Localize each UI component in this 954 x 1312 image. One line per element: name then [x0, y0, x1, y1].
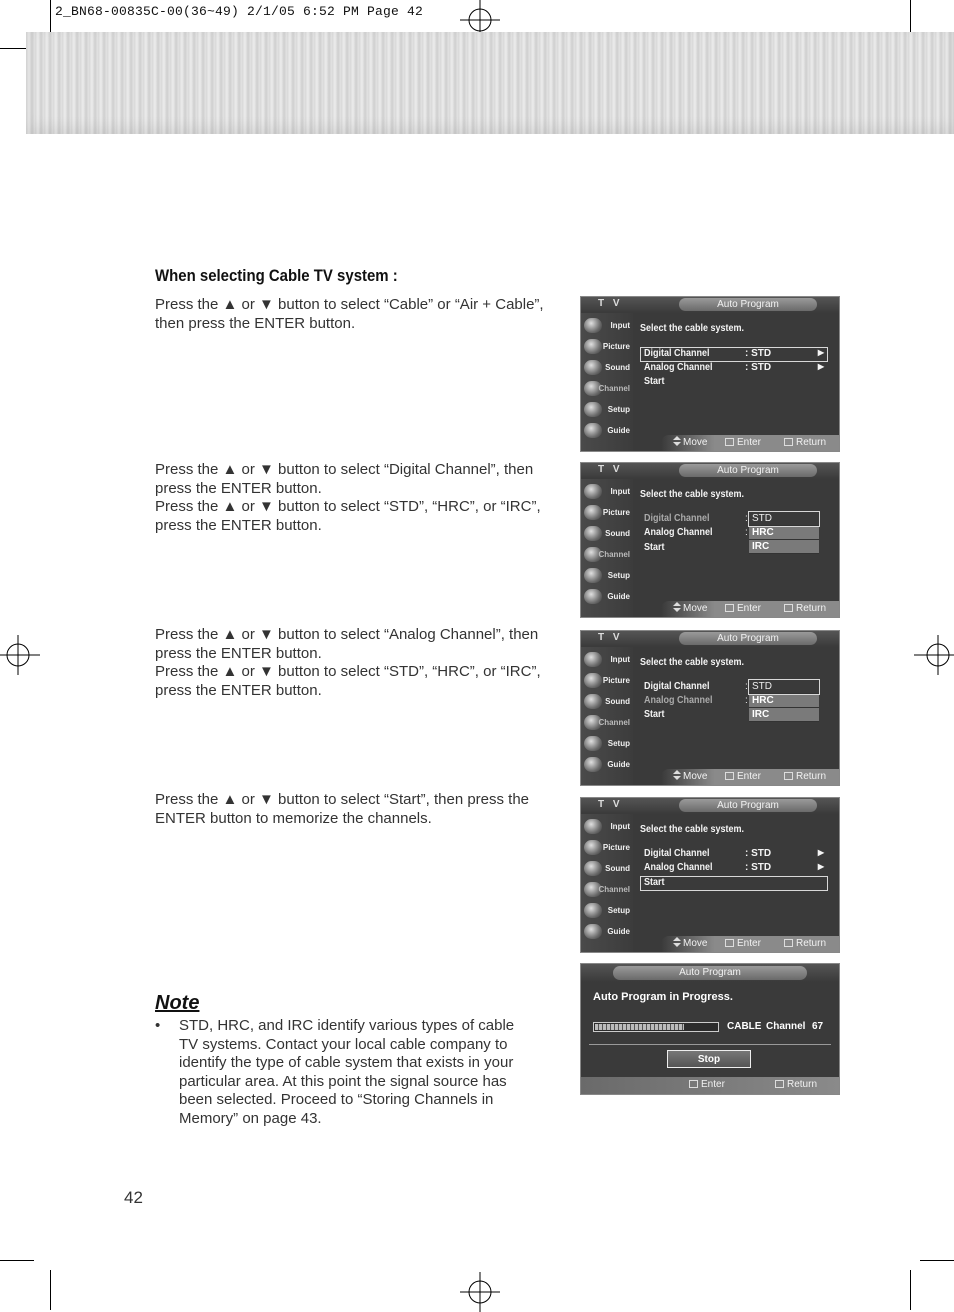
row-label: Digital Channel	[644, 513, 710, 524]
sidebar-item-input[interactable]	[583, 651, 631, 670]
row-label: Start	[644, 709, 665, 720]
setup-icon	[584, 736, 602, 751]
arrow-right-icon: ▶	[817, 848, 824, 857]
enter-icon	[725, 939, 734, 947]
crop-mark	[50, 1270, 51, 1310]
osd-footer	[661, 435, 839, 451]
sidebar-label: Channel	[598, 718, 630, 727]
text-line: press the ENTER button.	[155, 644, 322, 662]
sidebar-item-setup[interactable]	[583, 567, 631, 586]
input-icon	[584, 484, 602, 499]
return-icon	[784, 772, 793, 780]
footer-label: Enter	[701, 1079, 725, 1090]
footer-label: Move	[683, 938, 708, 949]
option-irc[interactable]: IRC	[749, 708, 819, 722]
option-std[interactable]: STD	[749, 680, 819, 694]
step-3-text	[155, 626, 555, 700]
text-line: Press the ▲ or ▼ button to select “Digital Channel”, then	[155, 461, 534, 478]
row-label: Start	[644, 877, 665, 888]
footer-return	[784, 603, 826, 614]
setup-icon	[584, 402, 602, 417]
text-line: identify the type of cable system that exists in your	[179, 1054, 514, 1071]
sound-icon	[584, 526, 602, 541]
sidebar-label: Setup	[607, 405, 630, 414]
arrow-right-icon: ▶	[817, 362, 824, 371]
text-line: press the ENTER button.	[155, 681, 322, 699]
sidebar-item-channel[interactable]	[583, 881, 631, 900]
sidebar-item-input[interactable]	[583, 818, 631, 837]
bullet: •	[155, 1017, 161, 1034]
footer-label: Return	[796, 437, 827, 448]
header-band	[26, 32, 954, 134]
sidebar-label: Guide	[607, 592, 630, 601]
osd-title: Auto Program	[679, 799, 817, 812]
osd-sidebar	[581, 647, 633, 785]
footer-label: Return	[787, 1079, 818, 1090]
footer-move	[673, 603, 707, 614]
value-colon: :	[745, 681, 748, 692]
menu-row-start[interactable]	[641, 376, 827, 389]
menu-row-analog-channel[interactable]	[641, 362, 827, 375]
row-label: Analog Channel	[644, 527, 713, 538]
row-value: : STD	[745, 348, 772, 359]
option-dropdown	[749, 512, 819, 554]
sidebar-item-guide[interactable]	[583, 588, 631, 607]
row-label: Digital Channel	[644, 348, 710, 359]
sound-icon	[584, 360, 602, 375]
osd-footer	[661, 936, 839, 952]
osd-instruction: Select the cable system.	[640, 824, 745, 835]
sidebar-item-setup[interactable]	[583, 401, 631, 420]
sound-icon	[584, 861, 602, 876]
picture-icon	[584, 840, 602, 855]
footer-label: Return	[796, 771, 827, 782]
footer-label: Move	[683, 771, 708, 782]
sidebar-label: Setup	[607, 571, 630, 580]
sidebar-item-setup[interactable]	[583, 902, 631, 921]
footer-label: Return	[796, 603, 827, 614]
return-icon	[784, 939, 793, 947]
move-arrows-icon	[673, 438, 680, 446]
sidebar-item-sound[interactable]	[583, 525, 631, 544]
arrow-right-icon: ▶	[817, 348, 824, 357]
crop-mark	[910, 1270, 911, 1310]
print-slug: 2_BN68-00835C-00(36~49) 2/1/05 6:52 PM Page 42	[55, 4, 424, 19]
sidebar-label: Sound	[605, 363, 630, 372]
return-icon	[784, 438, 793, 446]
sidebar-item-sound[interactable]	[583, 860, 631, 879]
menu-row-digital-channel[interactable]	[641, 848, 827, 861]
text-line: been selected. Proceed to “Storing Channels in	[179, 1091, 494, 1108]
footer-enter	[725, 771, 761, 782]
text-line: ENTER button to memorize the channels.	[155, 809, 432, 827]
row-label: Analog Channel	[644, 862, 713, 873]
footer-return	[784, 437, 826, 448]
footer-label: Enter	[737, 938, 761, 949]
osd-screen-4	[580, 797, 840, 953]
text-line: Press the ▲ or ▼ button to select “Start”, then press the	[155, 791, 530, 808]
row-label: Digital Channel	[644, 681, 710, 692]
menu-row-digital-channel[interactable]	[641, 348, 827, 361]
footer-enter	[725, 938, 761, 949]
sidebar-label: Sound	[605, 529, 630, 538]
footer-return	[784, 771, 826, 782]
step-1-text	[155, 296, 555, 333]
page-number: 42	[124, 1188, 143, 1207]
sound-icon	[584, 694, 602, 709]
sidebar-label: Picture	[602, 342, 630, 351]
guide-icon	[584, 924, 602, 939]
sidebar-label: Channel	[598, 885, 630, 894]
section-title: When selecting Cable TV system :	[155, 266, 398, 285]
osd-title: Auto Program	[613, 966, 807, 980]
footer-move	[673, 437, 707, 448]
picture-icon	[584, 505, 602, 520]
stop-button[interactable]: Stop	[667, 1050, 751, 1068]
text-line: press the ENTER button.	[155, 516, 322, 534]
footer-enter	[689, 1079, 725, 1090]
text-line: press the ENTER button.	[155, 479, 322, 497]
osd-instruction: Select the cable system.	[640, 657, 745, 668]
sidebar-label: Channel	[598, 384, 630, 393]
arrow-right-icon: ▶	[817, 862, 824, 871]
step-2-text	[155, 461, 555, 535]
footer-move	[673, 938, 707, 949]
osd-footer	[661, 601, 839, 617]
osd-sidebar	[581, 313, 633, 451]
progress-message: Auto Program in Progress.	[593, 991, 733, 1003]
row-label: Start	[644, 376, 665, 387]
row-label: Analog Channel	[644, 695, 713, 706]
footer-return	[775, 1079, 817, 1090]
osd-footer	[661, 769, 839, 785]
text-line: Press the ▲ or ▼ button to select “Cable” or “Air + Cable”,	[155, 296, 544, 313]
step-4-text	[155, 791, 555, 828]
osd-screen-3	[580, 630, 840, 786]
osd-tv-label: T V	[598, 464, 623, 475]
note-text	[179, 1017, 515, 1128]
osd-title: Auto Program	[679, 298, 817, 311]
move-arrows-icon	[673, 772, 680, 780]
sidebar-label: Input	[610, 487, 630, 496]
move-arrows-icon	[673, 939, 680, 947]
osd-sidebar	[581, 814, 633, 952]
enter-icon	[725, 772, 734, 780]
note-body	[155, 1017, 515, 1128]
guide-icon	[584, 757, 602, 772]
footer-label: Move	[683, 437, 708, 448]
osd-title: Auto Program	[679, 632, 817, 645]
note-title: Note	[155, 992, 200, 1014]
footer-enter	[725, 603, 761, 614]
footer-label: Enter	[737, 437, 761, 448]
sidebar-label: Setup	[607, 739, 630, 748]
sidebar-label: Sound	[605, 697, 630, 706]
text-line: particular area. At this point the signal source has	[179, 1072, 507, 1090]
registration-mark-icon	[914, 635, 954, 675]
return-icon	[775, 1080, 784, 1088]
menu-row-analog-channel[interactable]	[641, 862, 827, 875]
sidebar-item-sound[interactable]	[583, 359, 631, 378]
divider	[589, 1044, 831, 1045]
footer-label: Enter	[737, 771, 761, 782]
crop-mark	[920, 1260, 954, 1261]
sidebar-item-input[interactable]	[583, 483, 631, 502]
sidebar-item-guide[interactable]	[583, 422, 631, 441]
return-icon	[784, 604, 793, 612]
sidebar-label: Guide	[607, 927, 630, 936]
sidebar-item-sound[interactable]	[583, 693, 631, 712]
osd-tv-label: T V	[598, 632, 623, 643]
enter-icon	[689, 1080, 698, 1088]
picture-icon	[584, 339, 602, 354]
option-hrc[interactable]: HRC	[749, 526, 819, 540]
osd-instruction: Select the cable system.	[640, 489, 745, 500]
text-line: Memory” on page 43.	[179, 1109, 322, 1127]
osd-screen-1	[580, 296, 840, 452]
row-value: : STD	[745, 848, 772, 859]
row-value: : STD	[745, 362, 772, 373]
osd-tv-label: T V	[598, 298, 623, 309]
value-colon: :	[745, 513, 748, 524]
text-line: TV systems. Contact your local cable company to	[179, 1035, 508, 1053]
footer-enter	[725, 437, 761, 448]
footer-label: Move	[683, 603, 708, 614]
sidebar-item-guide[interactable]	[583, 756, 631, 775]
setup-icon	[584, 903, 602, 918]
osd-title: Auto Program	[679, 464, 817, 477]
guide-icon	[584, 589, 602, 604]
osd-instruction: Select the cable system.	[640, 323, 745, 334]
option-hrc[interactable]: HRC	[749, 694, 819, 708]
footer-move	[673, 771, 707, 782]
enter-icon	[725, 604, 734, 612]
sidebar-label: Input	[610, 822, 630, 831]
guide-icon	[584, 423, 602, 438]
footer-label: Return	[796, 938, 827, 949]
osd-footer	[581, 1077, 839, 1094]
text-line: then press the ENTER button.	[155, 314, 356, 332]
crop-mark	[0, 1260, 34, 1261]
osd-screen-2	[580, 462, 840, 618]
osd-sidebar	[581, 479, 633, 617]
footer-return	[784, 938, 826, 949]
footer-label: Enter	[737, 603, 761, 614]
text-line: Press the ▲ or ▼ button to select “Analog Channel”, then	[155, 626, 539, 643]
registration-mark-icon	[0, 635, 40, 675]
picture-icon	[584, 673, 602, 688]
sidebar-label: Picture	[602, 843, 630, 852]
row-label: Digital Channel	[644, 848, 710, 859]
move-arrows-icon	[673, 604, 680, 612]
text-line: STD, HRC, and IRC identify various types of cable	[179, 1017, 515, 1034]
channel-number: 67	[812, 1021, 824, 1032]
osd-tv-label: T V	[598, 799, 623, 810]
sidebar-label: Channel	[598, 550, 630, 559]
sidebar-label: Picture	[602, 508, 630, 517]
sidebar-label: Picture	[602, 676, 630, 685]
option-std[interactable]: STD	[749, 512, 819, 526]
sidebar-item-channel[interactable]	[583, 380, 631, 399]
option-dropdown	[749, 680, 819, 722]
sidebar-label: Guide	[607, 760, 630, 769]
menu-row-start[interactable]	[641, 877, 827, 890]
input-icon	[584, 318, 602, 333]
sidebar-item-guide[interactable]	[583, 923, 631, 942]
sidebar-item-channel[interactable]	[583, 546, 631, 565]
registration-mark-icon	[460, 1272, 500, 1312]
osd-progress-screen	[580, 963, 840, 1095]
value-colon: :	[745, 695, 748, 706]
sidebar-item-picture[interactable]	[583, 338, 631, 357]
input-icon	[584, 819, 602, 834]
channel-label: Channel	[766, 1021, 806, 1032]
progress-bar	[593, 1022, 719, 1032]
option-irc[interactable]: IRC	[749, 540, 819, 554]
row-value: : STD	[745, 862, 772, 873]
progress-bar-fill	[595, 1024, 684, 1030]
sidebar-item-picture[interactable]	[583, 672, 631, 691]
source-label: CABLE	[727, 1021, 762, 1032]
sidebar-label: Setup	[607, 906, 630, 915]
sidebar-item-channel[interactable]	[583, 714, 631, 733]
input-icon	[584, 652, 602, 667]
text-line: Press the ▲ or ▼ button to select “STD”, “HRC”, or “IRC”,	[155, 498, 541, 515]
row-label: Start	[644, 542, 665, 553]
text-line: Press the ▲ or ▼ button to select “STD”, “HRC”, or “IRC”,	[155, 663, 541, 680]
sidebar-label: Input	[610, 321, 630, 330]
sidebar-item-setup[interactable]	[583, 735, 631, 754]
setup-icon	[584, 568, 602, 583]
sidebar-label: Guide	[607, 426, 630, 435]
row-label: Analog Channel	[644, 362, 713, 373]
value-colon: :	[745, 527, 748, 538]
sidebar-item-picture[interactable]	[583, 504, 631, 523]
enter-icon	[725, 438, 734, 446]
sidebar-item-picture[interactable]	[583, 839, 631, 858]
sidebar-item-input[interactable]	[583, 317, 631, 336]
sidebar-label: Input	[610, 655, 630, 664]
sidebar-label: Sound	[605, 864, 630, 873]
